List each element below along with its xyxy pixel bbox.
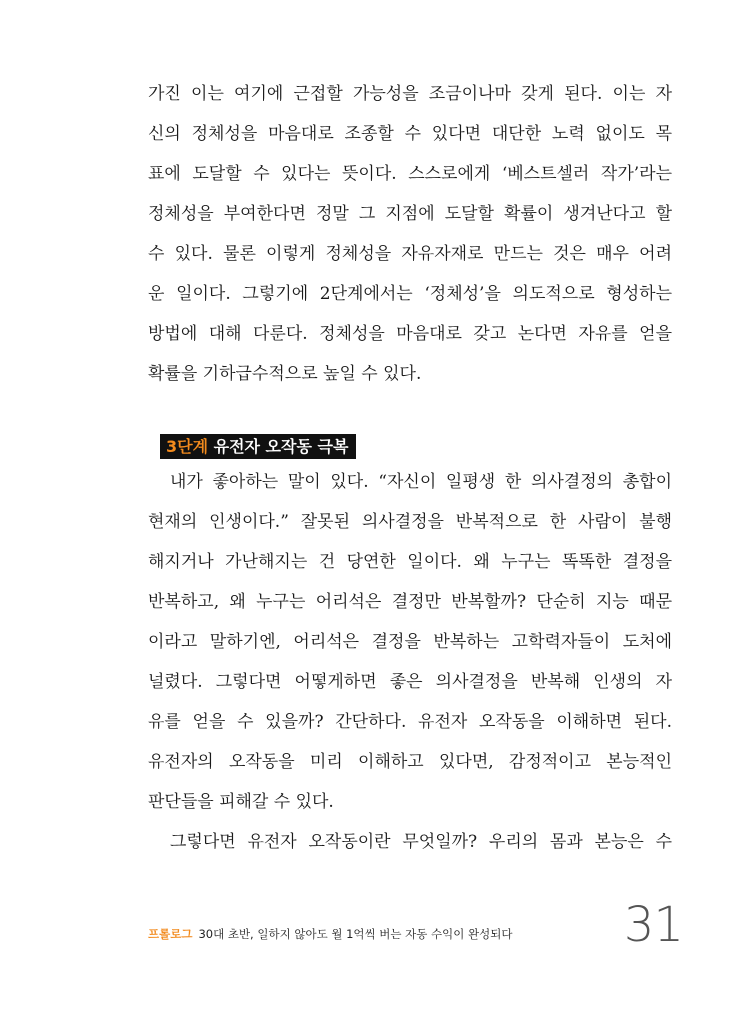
text-line: 내가 좋아하는 말이 있다. “자신이 일평생 한 의사결정의 총합이 [170, 472, 672, 492]
body-paragraph-3 [148, 822, 672, 862]
text-line: 방법에 대해 다룬다. 정체성을 마음대로 갖고 논다면 자유를 얻을 [148, 324, 672, 344]
text-line: 확률을 기하급수적으로 높일 수 있다. [148, 364, 422, 384]
text-line: 신의 정체성을 마음대로 조종할 수 있다면 대단한 노력 없이도 목 [148, 124, 672, 144]
text-line: 유를 얻을 수 있을까? 간단하다. 유전자 오작동을 이해하면 된다. [148, 712, 672, 732]
section-heading [160, 434, 356, 459]
text-line: 널렸다. 그렇다면 어떻게하면 좋은 의사결정을 반복해 인생의 자 [148, 672, 672, 692]
footer-book-title: 30대 초반, 일하지 않아도 월 1억씩 버는 자동 수익이 완성되다 [198, 927, 513, 941]
running-footer [148, 924, 512, 944]
text-line: 수 있다. 물론 이렇게 정체성을 자유자재로 만드는 것은 매우 어려 [148, 244, 672, 264]
text-line: 유전자의 오작동을 미리 이해하고 있다면, 감정적이고 본능적인 [148, 752, 672, 772]
text-line: 반복하고, 왜 누구는 어리석은 결정만 반복할까? 단순히 지능 때문 [148, 592, 672, 612]
footer-section-label: 프롤로그 [148, 927, 193, 941]
section-heading-title: 유전자 오작동 극복 [208, 437, 349, 456]
body-paragraph-2 [148, 462, 672, 822]
page-number: 31 [623, 897, 683, 953]
text-line: 판단들을 피해갈 수 있다. [148, 792, 334, 812]
text-line: 해지거나 가난해지는 건 당연한 일이다. 왜 누구는 똑똑한 결정을 [148, 552, 672, 572]
text-line: 가진 이는 여기에 근접할 가능성을 조금이나마 갖게 된다. 이는 자 [148, 84, 672, 104]
text-line: 정체성을 부여한다면 정말 그 지점에 도달할 확률이 생겨난다고 할 [148, 204, 672, 224]
text-line: 운 일이다. 그렇기에 2단계에서는 ‘정체성’을 의도적으로 형성하는 [148, 284, 672, 304]
text-line: 그렇다면 유전자 오작동이란 무엇일까? 우리의 몸과 본능은 수 [170, 832, 672, 852]
section-heading-number: 3단계 [166, 437, 209, 456]
text-line: 현재의 인생이다.” 잘못된 의사결정을 반복적으로 한 사람이 불행 [148, 512, 672, 532]
body-paragraph-1 [148, 74, 672, 394]
text-line: 표에 도달할 수 있다는 뜻이다. 스스로에게 ‘베스트셀러 작가’라는 [148, 164, 672, 184]
text-line: 이라고 말하기엔, 어리석은 결정을 반복하는 고학력자들이 도처에 [148, 632, 672, 652]
